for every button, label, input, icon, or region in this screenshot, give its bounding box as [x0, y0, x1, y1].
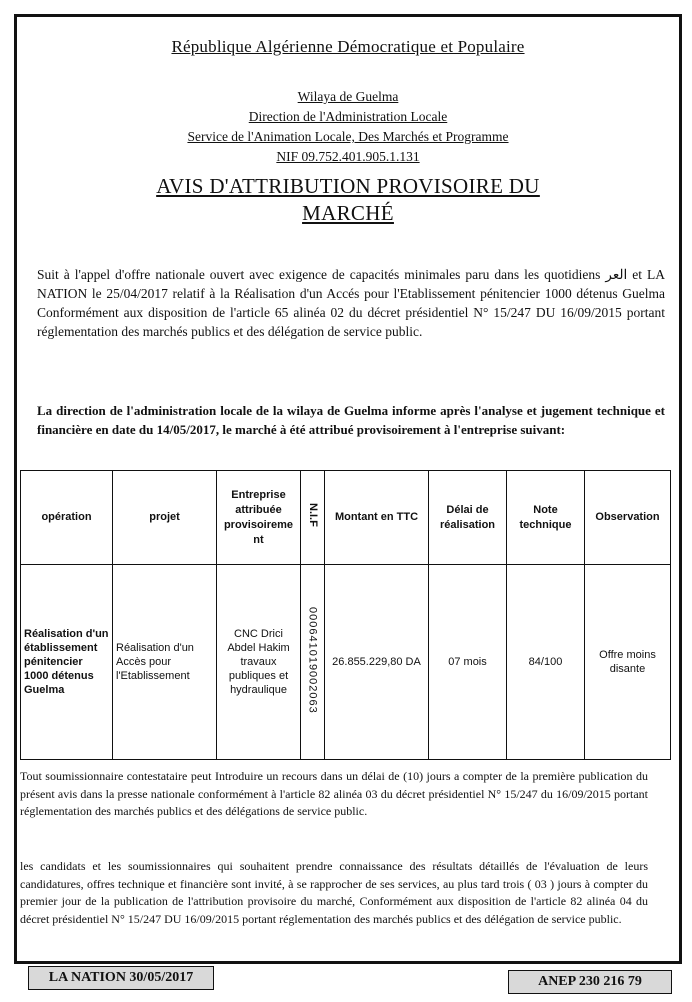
cell-entreprise: CNC Drici Abdel Hakim travaux publiques et hydraulique — [217, 565, 301, 760]
direction-line: Direction de l'Administration Locale — [248, 109, 448, 124]
cell-projet: Réalisation d'un Accès pour l'Etablissement — [113, 565, 217, 760]
cell-nif-value: 000641019002063 — [306, 606, 319, 714]
header-operation: opération — [21, 471, 113, 565]
cell-operation: Réalisation d'un établissement pénitencier 1000 détenus Guelma — [21, 565, 113, 760]
award-table — [20, 470, 671, 760]
header-nif-label: N.I.F — [307, 503, 319, 527]
header-nif — [301, 471, 325, 565]
header-note: Note technique — [507, 471, 585, 565]
notice-title — [17, 173, 679, 227]
notice-header — [17, 37, 679, 227]
cell-observation: Offre moins disante — [585, 565, 671, 760]
header-entreprise: Entreprise attribuée provisoireme nt — [217, 471, 301, 565]
publication-label: LA NATION 30/05/2017 — [28, 966, 214, 990]
cell-nif — [301, 565, 325, 760]
republic-heading: République Algérienne Démocratique et Populaire — [171, 37, 525, 56]
header-projet: projet — [113, 471, 217, 565]
wilaya-line: Wilaya de Guelma — [297, 89, 399, 104]
header-delai: Délai de réalisation — [429, 471, 507, 565]
intro-paragraph: Suit à l'appel d'offre nationale ouvert avec exigence de capacités minimales paru dans les quotidiens العر et LA NATION le 25/04/2017 relatif à la Réalisation d'un Accés pour l'Etablissement pénitencier 1000 détenus Guelma Conformément aux disposition de l'article 65 alinéa 02 du décret présidentiel N° 15/247 DU 16/09/2015 portant réglementation des marchés publics et des délégation de service public. — [37, 267, 665, 339]
title-line-1: AVIS D'ATTRIBUTION PROVISOIRE DU — [156, 174, 540, 198]
header-montant: Montant en TTC — [325, 471, 429, 565]
issuing-authority — [17, 87, 679, 167]
results-paragraph: les candidats et les soumissionnaires qui souhaitent prendre connaissance des résultats détaillés de l'évaluation de leurs candidatures, offres technique et financière sont invité, à se rapprocher de ses services, au plus tard trois ( 03 ) jours à compter du premier jour de la publication de l'attribution provisoire du marché, Conformément aux disposition de l'article 82 alinéa 04 du décret présidentiel N° 15/247 DU 16/09/2015 portant réglementation des marchés publics et des délégation de service public. — [20, 859, 648, 926]
anep-label: ANEP 230 216 79 — [508, 970, 672, 994]
cell-note: 84/100 — [507, 565, 585, 760]
header-observation: Observation — [585, 471, 671, 565]
decision-paragraph: La direction de l'administration locale de la wilaya de Guelma informe après l'analyse et jugement technique et financière en date du 14/05/2017, le marché à été attribué provisoirement à l'entreprise suivant: — [37, 403, 665, 437]
cell-montant: 26.855.229,80 DA — [325, 565, 429, 760]
cell-delai: 07 mois — [429, 565, 507, 760]
table-header-row — [21, 471, 671, 565]
table-row — [21, 565, 671, 760]
title-line-2: MARCHÉ — [302, 201, 394, 225]
appeal-paragraph: Tout soumissionnaire contestataire peut Introduire un recours dans un délai de (10) jours a compter de la première publication du présent avis dans la presse nationale conformément à l'article 82 alinéa 03 du décret présidentiel N° 15/247 du 16/09/2015 portant réglementation des marchés publics et des délégations de service public. — [20, 769, 648, 818]
service-line: Service de l'Animation Locale, Des Marchés et Programme — [187, 129, 509, 144]
nif-line: NIF 09.752.401.905.1.131 — [276, 149, 420, 164]
